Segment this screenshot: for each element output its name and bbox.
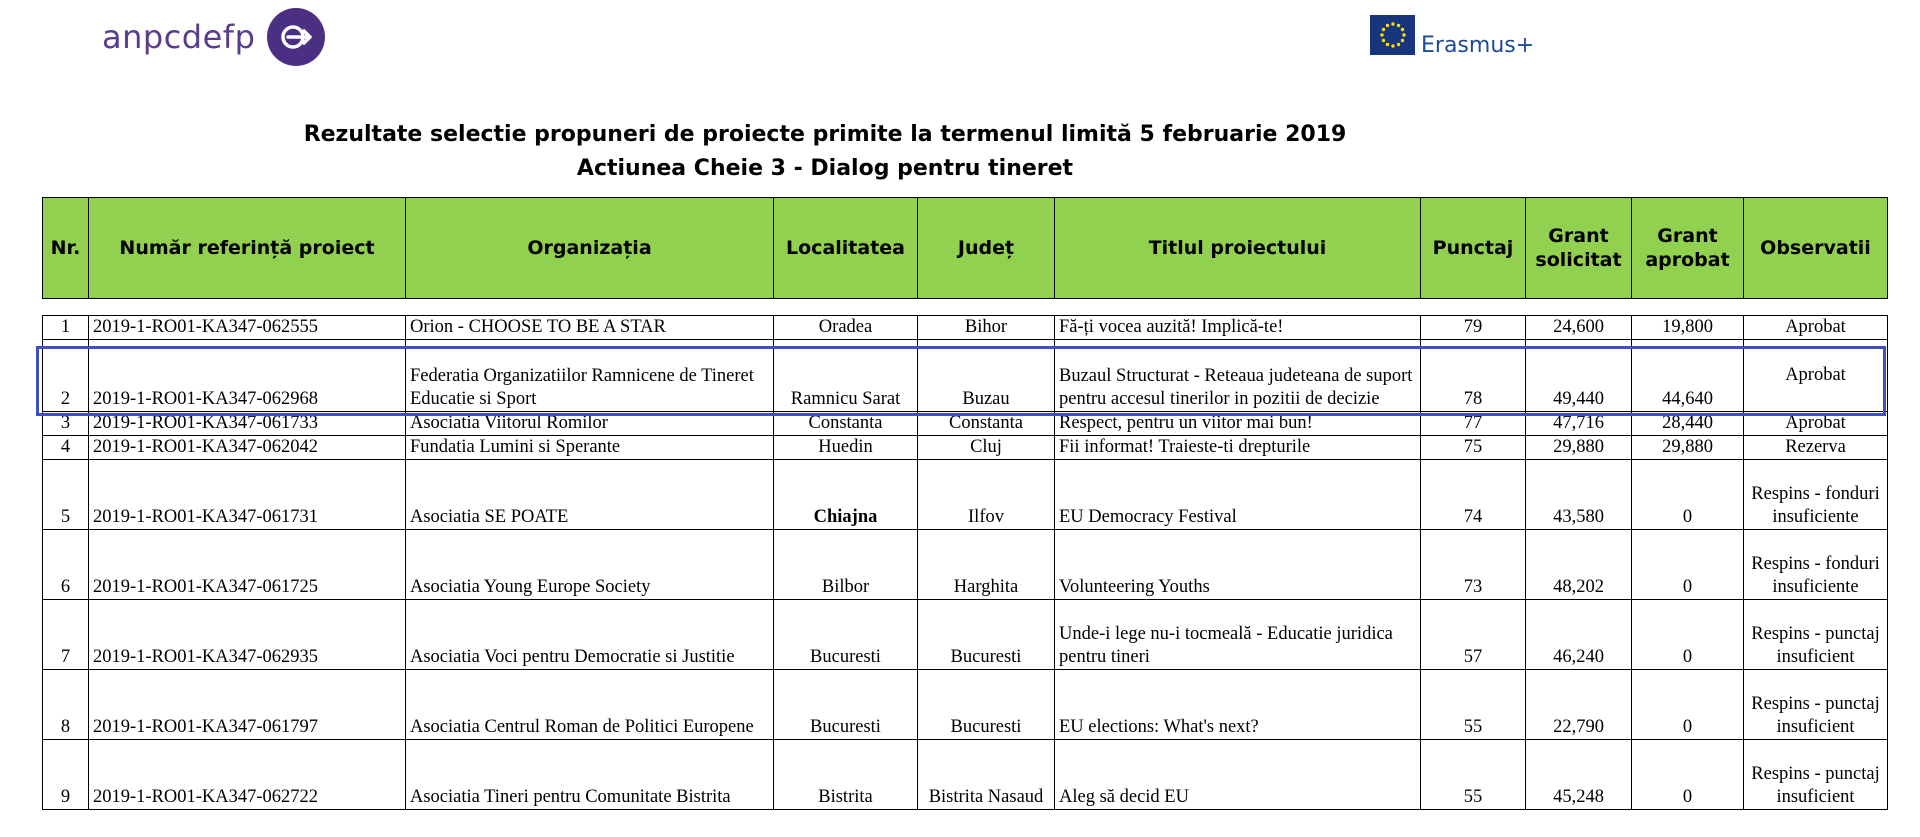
cell-score: 57 bbox=[1421, 600, 1526, 670]
title-line-1: Rezultate selectie propuneri de proiecte primite la termenul limită 5 februarie 2019 bbox=[303, 122, 1347, 147]
anpcdefp-emblem-icon bbox=[267, 8, 325, 66]
cell-observations: Aprobat bbox=[1744, 340, 1888, 412]
cell-ref: 2019-1-RO01-KA347-061731 bbox=[89, 460, 406, 530]
cell-nr: 7 bbox=[43, 600, 89, 670]
cell-ref: 2019-1-RO01-KA347-062968 bbox=[89, 340, 406, 412]
cell-observations: Aprobat bbox=[1744, 316, 1888, 340]
table-row bbox=[43, 530, 1888, 600]
cell-grant-requested: 46,240 bbox=[1526, 600, 1632, 670]
cell-org: Orion - CHOOSE TO BE A STAR bbox=[406, 316, 774, 340]
cell-grant-requested: 22,790 bbox=[1526, 670, 1632, 740]
col-header-nr: Nr. bbox=[43, 198, 89, 299]
cell-observations: Respins - punctaj insuficient bbox=[1744, 740, 1888, 810]
cell-grant-approved: 44,640 bbox=[1632, 340, 1744, 412]
cell-grant-approved: 0 bbox=[1632, 600, 1744, 670]
cell-grant-requested: 45,248 bbox=[1526, 740, 1632, 810]
cell-grant-requested: 49,440 bbox=[1526, 340, 1632, 412]
cell-jud: Harghita bbox=[918, 530, 1055, 600]
cell-loc: Constanta bbox=[774, 412, 918, 436]
cell-grant-requested: 24,600 bbox=[1526, 316, 1632, 340]
cell-title: EU elections: What's next? bbox=[1055, 670, 1421, 740]
cell-score: 55 bbox=[1421, 670, 1526, 740]
cell-ref: 2019-1-RO01-KA347-061797 bbox=[89, 670, 406, 740]
cell-title: Fii informat! Traieste-ti drepturile bbox=[1055, 436, 1421, 460]
cell-observations: Respins - punctaj insuficient bbox=[1744, 670, 1888, 740]
cell-loc: Huedin bbox=[774, 436, 918, 460]
cell-ref: 2019-1-RO01-KA347-061733 bbox=[89, 412, 406, 436]
results-table bbox=[42, 197, 1888, 810]
cell-nr: 2 bbox=[43, 340, 89, 412]
table-row bbox=[43, 460, 1888, 530]
cell-org: Asociatia Young Europe Society bbox=[406, 530, 774, 600]
cell-nr: 9 bbox=[43, 740, 89, 810]
cell-grant-approved: 28,440 bbox=[1632, 412, 1744, 436]
document-title bbox=[0, 118, 1620, 186]
cell-score: 73 bbox=[1421, 530, 1526, 600]
cell-jud: Constanta bbox=[918, 412, 1055, 436]
cell-score: 74 bbox=[1421, 460, 1526, 530]
cell-loc: Chiajna bbox=[774, 460, 918, 530]
table-row bbox=[43, 740, 1888, 810]
table-row bbox=[43, 670, 1888, 740]
cell-org: Federatia Organizatiilor Ramnicene de Tineret Educatie si Sport bbox=[406, 340, 774, 412]
cell-nr: 8 bbox=[43, 670, 89, 740]
cell-loc: Bilbor bbox=[774, 530, 918, 600]
cell-title: Aleg să decid EU bbox=[1055, 740, 1421, 810]
cell-title: Unde-i lege nu-i tocmeală - Educatie juridica pentru tineri bbox=[1055, 600, 1421, 670]
cell-org: Asociatia SE POATE bbox=[406, 460, 774, 530]
cell-jud: Bistrita Nasaud bbox=[918, 740, 1055, 810]
cell-jud: Bucuresti bbox=[918, 670, 1055, 740]
cell-jud: Cluj bbox=[918, 436, 1055, 460]
cell-observations: Rezerva bbox=[1744, 436, 1888, 460]
cell-observations: Respins - punctaj insuficient bbox=[1744, 600, 1888, 670]
cell-org: Asociatia Viitorul Romilor bbox=[406, 412, 774, 436]
cell-loc: Bucuresti bbox=[774, 670, 918, 740]
cell-nr: 3 bbox=[43, 412, 89, 436]
col-header-grant-approved: Grant aprobat bbox=[1632, 198, 1744, 299]
cell-grant-approved: 29,880 bbox=[1632, 436, 1744, 460]
col-header-org: Organizația bbox=[406, 198, 774, 299]
cell-loc: Bucuresti bbox=[774, 600, 918, 670]
cell-org: Asociatia Tineri pentru Comunitate Bistrita bbox=[406, 740, 774, 810]
cell-nr: 5 bbox=[43, 460, 89, 530]
anpcdefp-wordmark: anpcdefp bbox=[102, 18, 256, 56]
col-header-observations: Observatii bbox=[1744, 198, 1888, 299]
cell-title: Buzaul Structurat - Reteaua judeteana de suport pentru accesul tinerilor in pozitii de decizie bbox=[1055, 340, 1421, 412]
cell-ref: 2019-1-RO01-KA347-062722 bbox=[89, 740, 406, 810]
cell-jud: Bihor bbox=[918, 316, 1055, 340]
anpcdefp-logo bbox=[102, 8, 325, 66]
cell-observations: Respins - fonduri insuficiente bbox=[1744, 530, 1888, 600]
cell-ref: 2019-1-RO01-KA347-061725 bbox=[89, 530, 406, 600]
cell-org: Asociatia Centrul Roman de Politici Europene bbox=[406, 670, 774, 740]
table-header-row bbox=[43, 198, 1888, 299]
cell-nr: 1 bbox=[43, 316, 89, 340]
erasmus-logo bbox=[1370, 15, 1534, 58]
cell-ref: 2019-1-RO01-KA347-062555 bbox=[89, 316, 406, 340]
col-header-loc: Localitatea bbox=[774, 198, 918, 299]
cell-title: Volunteering Youths bbox=[1055, 530, 1421, 600]
cell-observations: Respins - fonduri insuficiente bbox=[1744, 460, 1888, 530]
cell-loc: Oradea bbox=[774, 316, 918, 340]
col-header-title: Titlul proiectului bbox=[1055, 198, 1421, 299]
cell-loc: Bistrita bbox=[774, 740, 918, 810]
cell-ref: 2019-1-RO01-KA347-062042 bbox=[89, 436, 406, 460]
row-2-highlight-box bbox=[36, 346, 1886, 416]
cell-jud: Ilfov bbox=[918, 460, 1055, 530]
cell-score: 78 bbox=[1421, 340, 1526, 412]
col-header-score: Punctaj bbox=[1421, 198, 1526, 299]
cell-grant-approved: 0 bbox=[1632, 740, 1744, 810]
cell-score: 79 bbox=[1421, 316, 1526, 340]
col-header-grant-requested: Grant solicitat bbox=[1526, 198, 1632, 299]
cell-grant-approved: 0 bbox=[1632, 670, 1744, 740]
cell-title: Fă-ți vocea auzită! Implică-te! bbox=[1055, 316, 1421, 340]
cell-observations: Aprobat bbox=[1744, 412, 1888, 436]
title-line-2: Actiunea Cheie 3 - Dialog pentru tineret bbox=[576, 156, 1074, 181]
cell-grant-requested: 48,202 bbox=[1526, 530, 1632, 600]
erasmus-wordmark: Erasmus+ bbox=[1421, 33, 1535, 58]
cell-org: Asociatia Voci pentru Democratie si Justitie bbox=[406, 600, 774, 670]
cell-title: EU Democracy Festival bbox=[1055, 460, 1421, 530]
cell-grant-requested: 29,880 bbox=[1526, 436, 1632, 460]
table-spacer-row bbox=[43, 299, 1888, 316]
cell-grant-approved: 19,800 bbox=[1632, 316, 1744, 340]
cell-score: 55 bbox=[1421, 740, 1526, 810]
cell-grant-requested: 43,580 bbox=[1526, 460, 1632, 530]
cell-grant-requested: 47,716 bbox=[1526, 412, 1632, 436]
cell-jud: Buzau bbox=[918, 340, 1055, 412]
cell-nr: 6 bbox=[43, 530, 89, 600]
table-row bbox=[43, 316, 1888, 340]
col-header-ref: Număr referință proiect bbox=[89, 198, 406, 299]
cell-org: Fundatia Lumini si Sperante bbox=[406, 436, 774, 460]
cell-grant-approved: 0 bbox=[1632, 460, 1744, 530]
eu-flag-icon bbox=[1370, 15, 1415, 55]
cell-score: 77 bbox=[1421, 412, 1526, 436]
cell-jud: Bucuresti bbox=[918, 600, 1055, 670]
col-header-jud: Județ bbox=[918, 198, 1055, 299]
cell-score: 75 bbox=[1421, 436, 1526, 460]
cell-loc: Ramnicu Sarat bbox=[774, 340, 918, 412]
table-row bbox=[43, 600, 1888, 670]
cell-nr: 4 bbox=[43, 436, 89, 460]
cell-grant-approved: 0 bbox=[1632, 530, 1744, 600]
cell-ref: 2019-1-RO01-KA347-062935 bbox=[89, 600, 406, 670]
cell-title: Respect, pentru un viitor mai bun! bbox=[1055, 412, 1421, 436]
table-row bbox=[43, 436, 1888, 460]
